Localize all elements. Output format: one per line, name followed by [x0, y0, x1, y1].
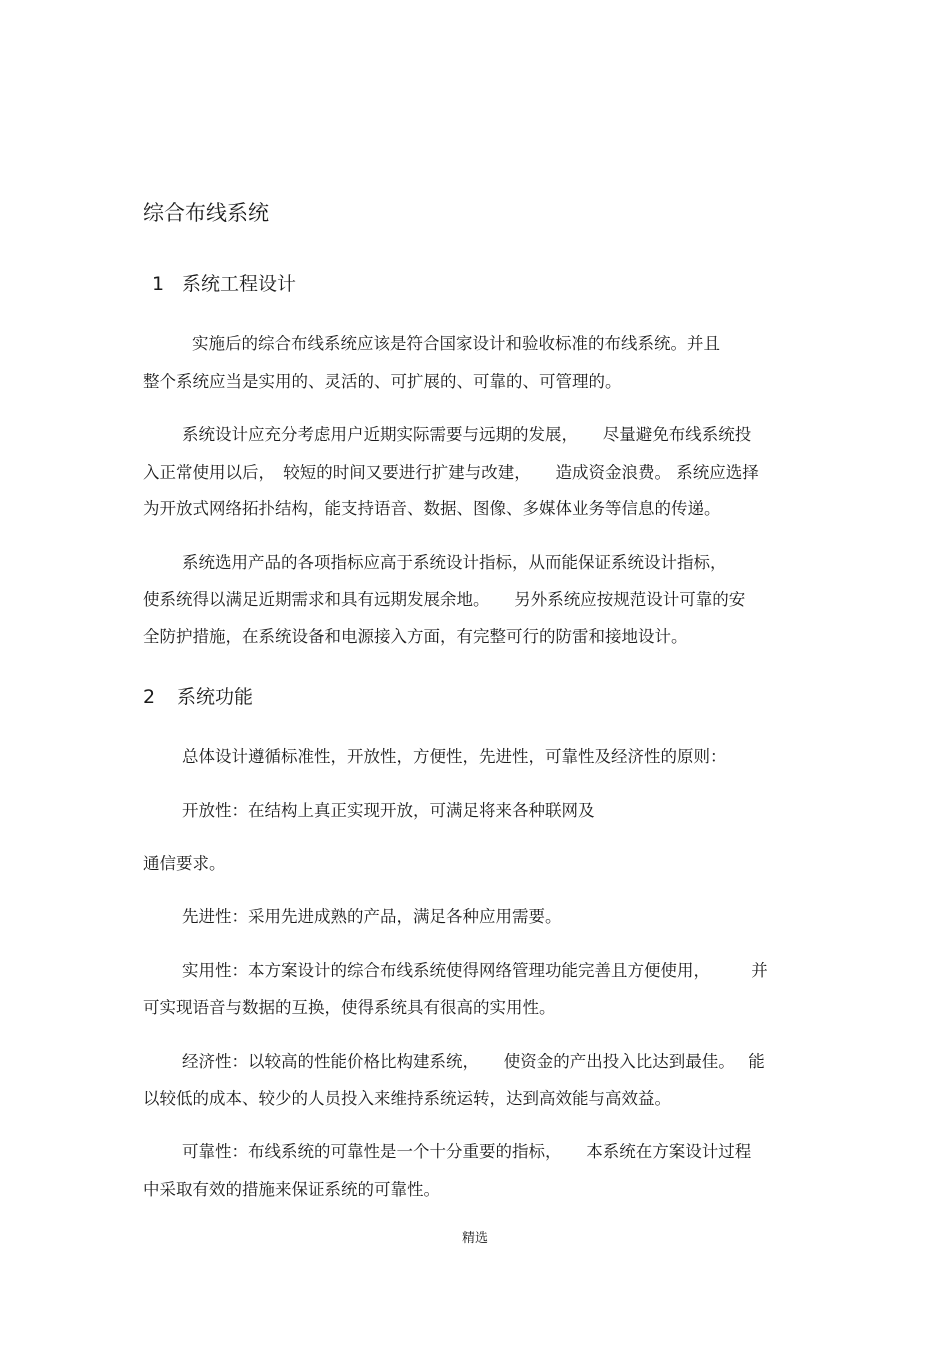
page-footer: 精选 [461, 1231, 488, 1246]
paragraph-line: 系统设计应充分考虑用户近期实际需要与远期的发展， 尽量避免布线系统投 [182, 425, 752, 444]
paragraph-line: 开放性：在结构上真正实现开放，可满足将来各种联网及 [182, 801, 595, 820]
section-2-title: 系统功能 [177, 686, 254, 708]
section-1-heading [152, 270, 296, 298]
paragraph-line: 总体设计遵循标准性，开放性，方便性，先进性，可靠性及经济性的原则： [182, 747, 727, 766]
paragraph-line: 系统选用产品的各项指标应高于系统设计指标，从而能保证系统设计指标， [182, 553, 727, 572]
section-2-number: 2 [143, 686, 156, 708]
paragraph-line: 使系统得以满足近期需求和具有远期发展余地。 另外系统应按规范设计可靠的安 [143, 590, 746, 609]
paragraph-line: 中采取有效的措施来保证系统的可靠性。 [143, 1180, 440, 1199]
paragraph-line: 通信要求。 [143, 854, 226, 873]
paragraph-line: 入正常使用以后， 较短的时间又要进行扩建与改建， 造成资金浪费。 系统应选择 [143, 463, 759, 482]
section-2-heading [143, 683, 253, 711]
paragraph-line: 可靠性：布线系统的可靠性是一个十分重要的指标， 本系统在方案设计过程 [182, 1142, 752, 1161]
paragraph-line: 经济性：以较高的性能价格比构建系统， 使资金的产出投入比达到最佳。 能 [182, 1052, 765, 1071]
section-1-title: 系统工程设计 [182, 273, 297, 295]
paragraph-line: 先进性：采用先进成熟的产品，满足各种应用需要。 [182, 907, 562, 926]
paragraph-line: 全防护措施，在系统设备和电源接入方面，有完整可行的防雷和接地设计。 [143, 627, 688, 646]
paragraph-line: 以较低的成本、较少的人员投入来维持系统运转，达到高效能与高效益。 [143, 1089, 671, 1108]
paragraph-line: 可实现语音与数据的互换，使得系统具有很高的实用性。 [143, 998, 556, 1017]
paragraph-line: 实施后的综合布线系统应该是符合国家设计和验收标准的布线系统。并且 [192, 334, 720, 353]
paragraph-line: 为开放式网络拓扑结构，能支持语音、数据、图像、多媒体业务等信息的传递。 [143, 499, 721, 518]
document-title: 综合布线系统 [143, 201, 269, 225]
paragraph-line: 整个系统应当是实用的、灵活的、可扩展的、可靠的、可管理的。 [143, 372, 622, 391]
paragraph-line: 实用性：本方案设计的综合布线系统使得网络管理功能完善且方便使用， 并 [182, 961, 768, 980]
section-1-number: 1 [152, 273, 165, 295]
